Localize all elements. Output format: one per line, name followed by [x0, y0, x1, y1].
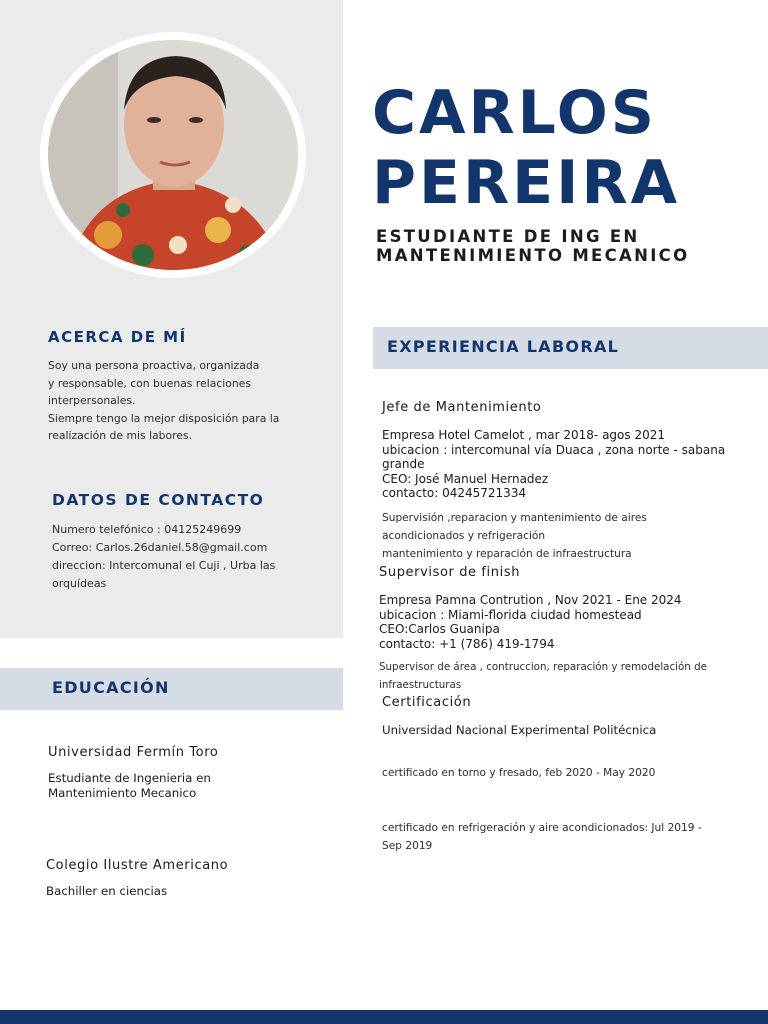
job-title-line-2: MANTENIMIENTO MECANICO — [376, 246, 690, 265]
contact-address: direccion: Intercomunal el Cuji , Urba las — [52, 559, 276, 572]
certification-item: certificado en torno y fresado, feb 2020 - May 2020 — [382, 767, 656, 779]
education-school: Colegio Ilustre Americano — [46, 858, 229, 873]
education-detail-line: Estudiante de Ingenieria en — [48, 771, 211, 785]
education-detail-line: Mantenimiento Mecanico — [48, 785, 197, 800]
job-info-line: Empresa Pamna Contrution , Nov 2021 - Ene 2024 — [379, 593, 682, 607]
job-info-line: ubicacion : intercomunal vía Duaca , zona norte - sabana — [382, 442, 726, 457]
job-info-line: CEO:Carlos Guanipa — [379, 622, 500, 636]
education-detail-line: Bachiller en ciencias — [46, 884, 168, 898]
about-heading: ACERCA DE MÍ — [48, 328, 187, 346]
job-duties — [382, 509, 647, 563]
certification-item — [382, 819, 702, 855]
certification-line: Sep 2019 — [382, 840, 433, 852]
certification-heading: Certificación — [382, 695, 472, 710]
about-line: y responsable, con buenas relaciones — [48, 376, 251, 390]
about-line: interpersonales. — [48, 394, 136, 407]
footer-bar — [0, 1010, 768, 1024]
job-info-line: Empresa Hotel Camelot , mar 2018- agos 2021 — [382, 428, 665, 442]
contact-email: Correo: Carlos.26daniel.58@gmail.com — [52, 541, 268, 554]
job-duty-line: acondicionados y refrigeración — [382, 530, 546, 542]
about-line: realización de mis labores. — [48, 429, 193, 442]
education-header-band — [0, 668, 343, 710]
job-info-line: ubicacion : Miami-florida ciudad homestead — [379, 607, 642, 622]
about-text — [48, 357, 308, 445]
job-info — [379, 593, 682, 651]
education-heading: EDUCACIÓN — [52, 678, 170, 697]
job-duties — [379, 658, 707, 694]
job-duty-line: Supervisión ,reparacion y mantenimiento de aires — [382, 512, 647, 524]
first-name: CARLOS — [372, 78, 657, 148]
job-info-line: grande — [382, 457, 425, 471]
job-title-entry: Jefe de Mantenimiento — [382, 400, 542, 415]
job-info — [382, 428, 725, 501]
contact-text — [52, 521, 302, 593]
contact-address-cont: orquídeas — [52, 577, 107, 590]
experience-heading: EXPERIENCIA LABORAL — [387, 337, 620, 356]
job-duty-line: Supervisor de área , contruccion, reparación y remodelación de — [379, 661, 707, 673]
job-title-line-1: ESTUDIANTE DE ING EN — [376, 227, 640, 246]
job-info-line: contacto: +1 (786) 419-1794 — [379, 636, 555, 651]
about-line: Siempre tengo la mejor disposición para la — [48, 411, 280, 425]
job-info-line: contacto: 04245721334 — [382, 486, 527, 500]
job-duty-line: mantenimiento y reparación de infraestructura — [382, 548, 632, 560]
job-title-entry: Supervisor de finish — [379, 565, 521, 580]
education-school: Universidad Fermín Toro — [48, 745, 219, 760]
job-title — [376, 227, 689, 265]
education-detail — [46, 884, 167, 899]
candidate-name — [372, 78, 680, 218]
certification-institution: Universidad Nacional Experimental Politécnica — [382, 723, 657, 737]
education-detail — [48, 771, 211, 800]
job-duty-line: infraestructuras — [379, 679, 462, 691]
about-line: Soy una persona proactiva, organizada — [48, 359, 260, 372]
experience-header-band — [373, 327, 768, 369]
contact-phone: Numero telefónico : 04125249699 — [52, 523, 242, 536]
job-info-line: CEO: José Manuel Hernadez — [382, 471, 549, 486]
profile-photo-image — [48, 40, 298, 270]
last-name: PEREIRA — [372, 148, 681, 218]
profile-photo — [40, 32, 306, 278]
contact-heading: DATOS DE CONTACTO — [52, 491, 265, 509]
certification-line: certificado en refrigeración y aire acondicionados: Jul 2019 - — [382, 822, 702, 834]
